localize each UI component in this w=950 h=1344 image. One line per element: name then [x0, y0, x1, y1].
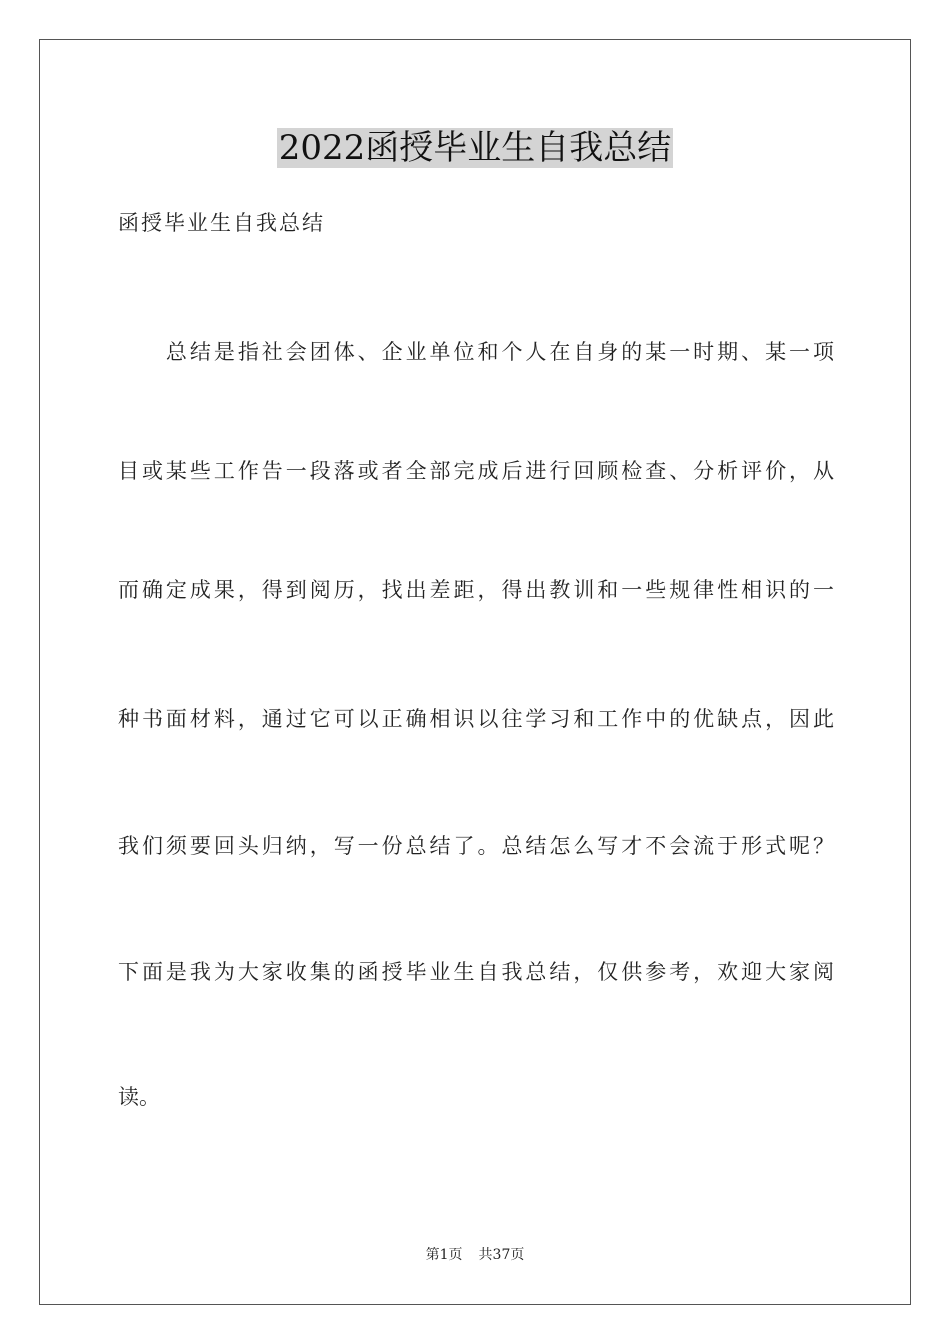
paragraph-line-7: 读。	[118, 1085, 160, 1109]
paragraph-line-6: 下面是我为大家收集的函授毕业生自我总结，仅供参考，欢迎大家阅	[118, 960, 834, 984]
page-number: 第1页	[425, 1247, 463, 1263]
document-title	[0, 124, 950, 172]
document-title-text: 2022函授毕业生自我总结	[278, 128, 672, 168]
page-total: 共37页	[478, 1247, 525, 1263]
paragraph-line-2: 目或某些工作告一段落或者全部完成后进行回顾检查、分析评价，从	[118, 459, 834, 483]
paragraph-line-4: 种书面材料，通过它可以正确相识以往学习和工作中的优缺点，因此	[118, 707, 834, 731]
paragraph-line-1: 总结是指社会团体、企业单位和个人在自身的某一时期、某一项	[118, 340, 834, 364]
paragraph-line-3: 而确定成果，得到阅历，找出差距，得出教训和一些规律性相识的一	[118, 578, 834, 602]
page-footer	[0, 1245, 950, 1265]
document-subtitle: 函授毕业生自我总结	[118, 211, 325, 235]
paragraph-line-5: 我们须要回头归纳，写一份总结了。总结怎么写才不会流于形式呢？	[118, 834, 834, 858]
